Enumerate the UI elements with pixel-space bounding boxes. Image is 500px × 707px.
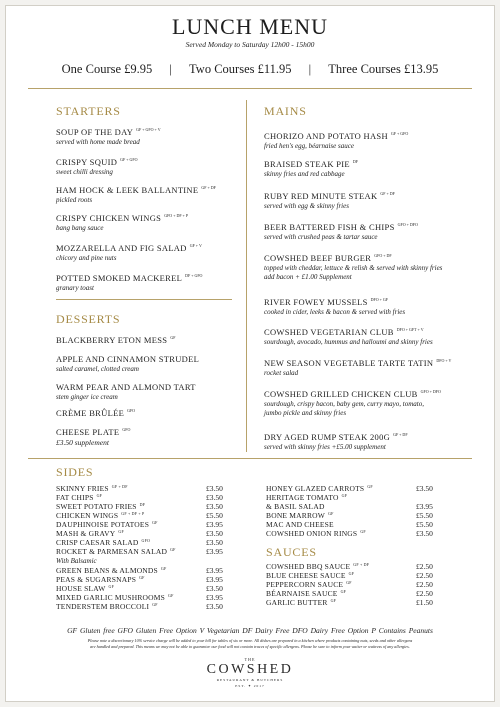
- side-item: & BASIL SALAD £3.95: [266, 502, 433, 511]
- sauce-item: BLUE CHEESE SAUCE $^{GF}$ £2.50: [266, 571, 433, 580]
- menu-item: CRISPY SQUID $^{GF + GFO}$ sweet chilli dressing: [56, 157, 138, 176]
- menu-item: CHORIZO AND POTATO HASH $^{GF + GFO}$ fried hen's egg, béarnaise sauce: [264, 131, 409, 150]
- price-separator: |: [308, 62, 312, 76]
- menu-item: CHEESE PLATE $^{GFO}$ £3.50 supplement: [56, 427, 131, 447]
- menu-item: NEW SEASON VEGETABLE TARTE TATIN $^{DFO + V}$ rocket salad: [264, 358, 452, 377]
- sauces-heading: SAUCES: [266, 545, 317, 559]
- side-item: HERITAGE TOMATO $^{GF}$: [266, 493, 348, 502]
- serving-times: Served Monday to Saturday 12h00 - 15h00: [185, 40, 315, 49]
- sides-heading: SIDES: [56, 465, 94, 479]
- starters-divider: [56, 299, 232, 300]
- menu-item: RIVER FOWEY MUSSELS $^{DFO + GF}$ cooked in cider, leeks & bacon & served with fries: [264, 297, 406, 316]
- side-item: MASH & GRAVY $^{GF}$ £3.50: [56, 529, 223, 538]
- side-item: ROCKET & PARMESAN SALAD $^{GF}$ £3.95: [56, 547, 223, 556]
- menu-item: COWSHED BEEF BURGER $^{GFO + DF}$ topped with cheddar, lettuce & relish & served with skinny fries add bacon + £1.00 Supplement: [264, 253, 443, 281]
- menu-item: APPLE AND CINNAMON STRUDEL salted caramel, clotted cream: [56, 354, 200, 373]
- starters-heading: STARTERS: [56, 104, 121, 118]
- side-item: FAT CHIPS $^{GF}$ £3.50: [56, 493, 223, 502]
- logo-est: EST. ✦ 2017: [235, 684, 265, 688]
- cowshed-logo: [6, 657, 494, 688]
- menu-item: COWSHED GRILLED CHICKEN CLUB $^{GFO + DFO}$ sourdough, crispy bacon, baby gem, curry mayo, tomato, jumbo pickle and skinny fries: [264, 389, 441, 417]
- logo-tagline: RESTAURANT & BUTCHERS: [216, 678, 284, 682]
- side-item: MIXED GARLIC MUSHROOMS $^{GF}$ £3.95: [56, 593, 223, 602]
- menu-item: COWSHED VEGETARIAN CLUB $^{DFO + GFT + V}$ sourdough, avocado, hummus and halloumi and skinny fries: [264, 327, 433, 346]
- side-item: BONE MARROW $^{GF}$ £5.50: [266, 511, 433, 520]
- side-item: HOUSE SLAW $^{GF}$ £3.50: [56, 584, 223, 593]
- menu-item: BRAISED STEAK PIE $^{DF}$ skinny fries and red cabbage: [264, 159, 358, 178]
- column-divider: [246, 100, 247, 452]
- desserts-heading: DESSERTS: [56, 312, 121, 326]
- menu-item: CRÈME BRÛLÉE $^{GFO}$: [56, 408, 136, 418]
- allergen-note: Please note a discretionary 10% service charge will be added to your bill for tables of six or more. All dishes are prepared in a kitchen where products containing nuts, seeds and other allergens: [87, 638, 413, 643]
- menu-item: CRISPY CHICKEN WINGS $^{GFO + DF + P}$ bang bang sauce: [56, 213, 189, 232]
- menu-item: WARM PEAR AND ALMOND TART stem ginger ice cream: [56, 382, 196, 401]
- logo-the: THE: [244, 657, 256, 662]
- page-title: LUNCH MENU: [171, 14, 329, 39]
- side-item: COWSHED ONION RINGS $^{GF}$ £3.50: [266, 529, 433, 538]
- sauce-item: COWSHED BBQ SAUCE $^{GF + DF}$ £2.50: [266, 562, 433, 571]
- side-item: CHICKEN WINGS $^{GF + DF + P}$ £5.50: [56, 511, 223, 520]
- menu-item: SOUP OF THE DAY $^{GF + GFO + V}$ served with home made bread: [56, 127, 161, 146]
- price-separator: |: [169, 62, 172, 76]
- dietary-legend: GF Gluten free GFO Gluten Free Option V Vegetarian DF Dairy Free DFO Dairy Free Option P Contains Peanuts: [67, 626, 433, 635]
- side-item: GREEN BEANS & ALMONDS $^{GF}$ £3.95: [56, 566, 223, 575]
- menu-page: [5, 5, 495, 702]
- side-item: DAUPHINOISE POTATOES $^{GF}$ £3.95: [56, 520, 223, 529]
- logo-brand: COWSHED: [206, 662, 294, 677]
- price-three-courses: Three Courses £13.95: [328, 62, 439, 76]
- side-item: SKINNY FRIES $^{GF + DF}$ £3.50: [56, 484, 223, 493]
- menu-item: POTTED SMOKED MACKEREL $^{DF + GFO}$ granary toast: [56, 273, 203, 292]
- side-item: TENDERSTEM BROCCOLI $^{GF}$ £3.50: [56, 602, 223, 611]
- menu-item: HAM HOCK & LEEK BALLANTINE $^{GF + DF}$ pickled roots: [56, 185, 216, 204]
- side-item: HONEY GLAZED CARROTS $^{GF}$ £3.50: [266, 484, 433, 493]
- side-item-note: With Balsamic: [56, 557, 97, 565]
- course-prices: [6, 62, 494, 77]
- menu-item: MOZZARELLA AND FIG SALAD $^{GF + V}$ chicory and pine nuts: [56, 243, 202, 262]
- side-item: PEAS & SUGARSNAPS $^{GF}$ £3.95: [56, 575, 223, 584]
- sauce-item: BÉARNAISE SAUCE $^{GF}$ £2.50: [266, 589, 433, 598]
- menu-item: BEER BATTERED FISH & CHIPS $^{GFO + DFO}$ served with crushed peas & tartar sauce: [264, 222, 418, 241]
- allergen-note: are handled and prepared. This means we may not be able to guarantee our food will not contain traces of specific allergens. Please be sure to inform your waiter or waitress of any allergies.: [90, 644, 410, 649]
- side-item: SWEET POTATO FRIES $^{DF}$ £3.50: [56, 502, 223, 511]
- menu-item: RUBY RED MINUTE STEAK $^{GF + DF}$ served with egg & skinny fries: [264, 191, 395, 210]
- side-item: CRISP CAESAR SALAD $^{GFO}$ £3.50: [56, 538, 223, 547]
- price-one-course: One Course £9.95: [61, 62, 153, 76]
- side-item: MAC AND CHEESE £5.50: [266, 520, 433, 529]
- sauce-item: PEPPERCORN SAUCE $^{GF}$ £2.50: [266, 580, 433, 589]
- price-two-courses: Two Courses £11.95: [189, 62, 292, 76]
- sides-divider: [28, 458, 472, 459]
- sauce-item: GARLIC BUTTER $^{GF}$ £1.50: [266, 598, 433, 607]
- mains-heading: MAINS: [264, 104, 307, 118]
- header-divider: [28, 88, 472, 89]
- menu-item: BLACKBERRY ETON MESS $^{GF}$: [56, 335, 176, 345]
- menu-item: DRY AGED RUMP STEAK 200G $^{GF + DF}$ served with skinny fries +£5.00 supplement: [264, 432, 408, 451]
